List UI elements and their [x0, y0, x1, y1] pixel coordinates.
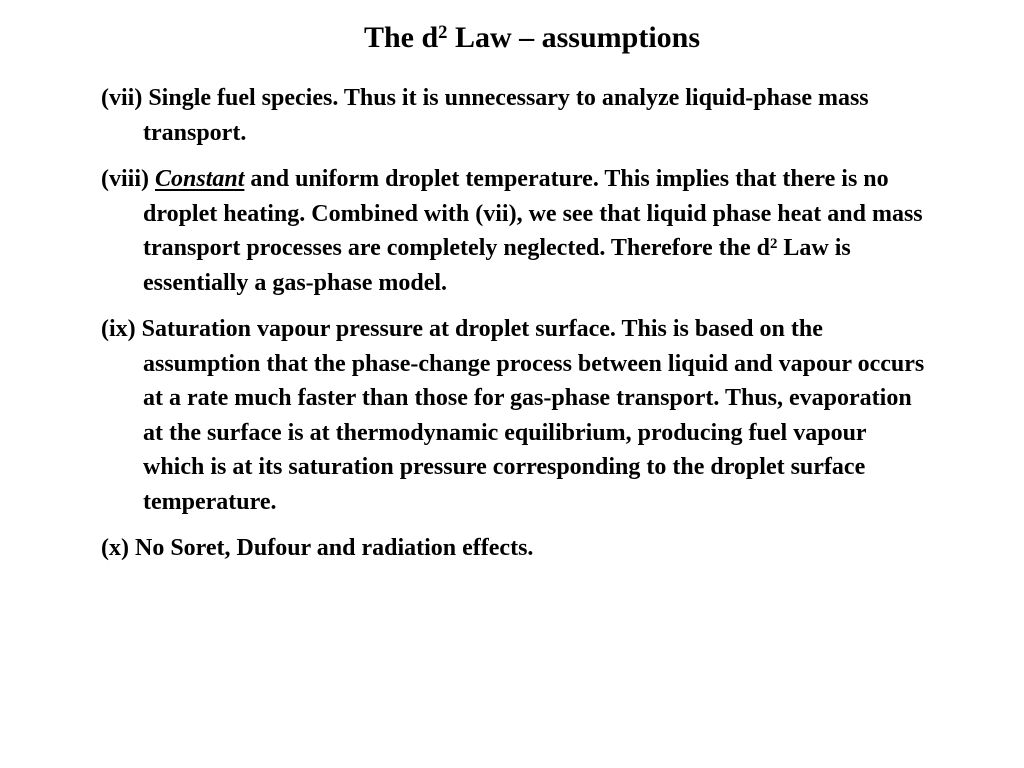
item-text: No Soret, Dufour and radiation effects.	[134, 535, 534, 561]
emphasis-constant: Constant	[155, 166, 245, 192]
item-text: Single fuel species. Thus it is unnecessary to analyze liquid-phase mass transport.	[143, 85, 869, 146]
title-text-post: Law – assumptions	[447, 21, 701, 54]
assumption-item-vii	[101, 81, 931, 150]
item-superscript: 2	[769, 235, 778, 252]
assumption-item-x	[101, 531, 931, 566]
title-text-pre: The d	[363, 21, 439, 54]
title-superscript: 2	[438, 21, 448, 43]
item-label: (vii)	[101, 85, 143, 111]
item-text-a: and uniform droplet temperature. This implies that there is no droplet heating. Combined with (vii), we see that liquid phase heat and mass transport processes are completely neglected. Therefore the d	[143, 166, 923, 261]
assumption-item-ix	[101, 312, 931, 519]
item-text-b: Law is essentially a gas-phase model.	[143, 235, 851, 296]
assumption-item-viii	[101, 162, 931, 300]
assumption-list	[101, 81, 931, 578]
item-label: (viii)	[101, 166, 149, 192]
item-label: (x)	[101, 535, 129, 561]
item-text: Saturation vapour pressure at droplet surface. This is based on the assumption that the phase-change process between liquid and vapour occurs at a rate much faster than those for gas-phase transport. Thus, evaporation at the surface is at thermodynamic equilibrium, producing fuel vapour which is at its saturation pressure corresponding to the droplet surface temperature.	[141, 316, 925, 515]
slide-title	[0, 18, 1024, 58]
item-label: (ix)	[101, 316, 136, 342]
